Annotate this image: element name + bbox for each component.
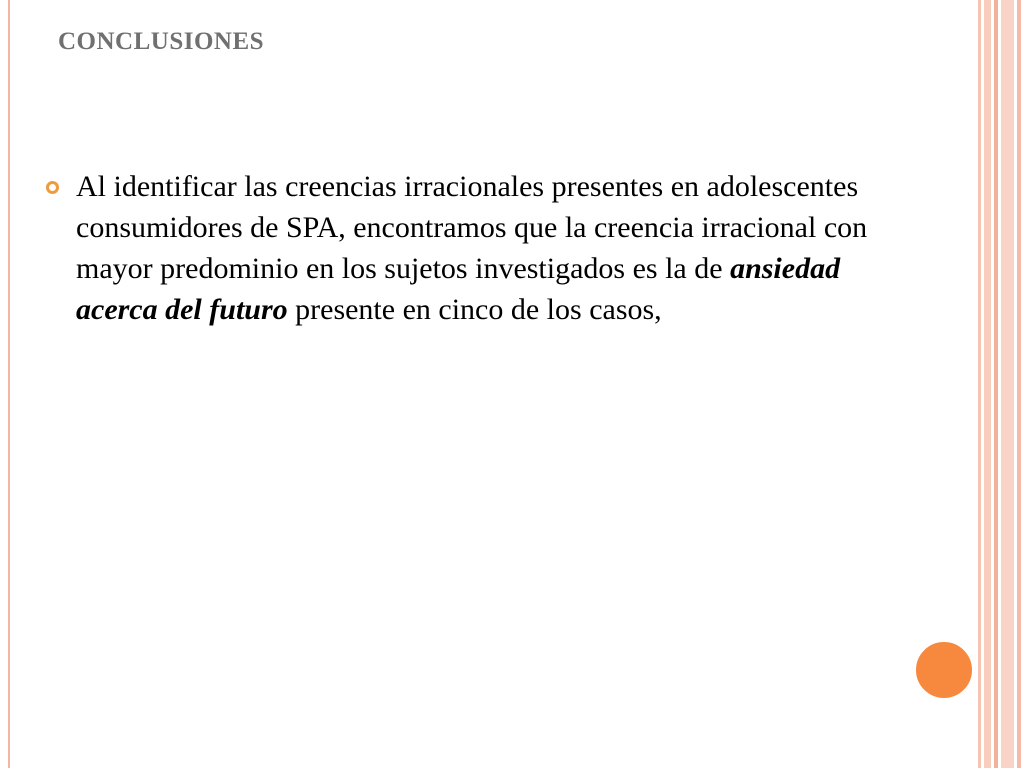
decorative-orange-circle (914, 640, 974, 700)
bullet-item (46, 166, 926, 330)
bullet-text-after: presente en cinco de los casos, (287, 293, 662, 326)
bullet-text (76, 166, 926, 330)
slide-title: CONCLUSIONES (58, 28, 265, 55)
bullet-text-before: Al identificar las creencias irracionales presentes en adolescentes consumidores de SPA, encontramos que la creencia irracional con mayor predominio en los sujetos investigados es la de (76, 170, 868, 285)
stripe (1017, 0, 1021, 768)
bullet-emphasis: ansiedad acerca del futuro (76, 252, 841, 326)
stripe (994, 0, 998, 768)
stripe (1001, 0, 1014, 768)
circle-outline-icon (46, 181, 59, 194)
bullet-list (46, 166, 926, 330)
right-decorative-stripes (978, 0, 1024, 768)
stripe (978, 0, 981, 768)
stripe (984, 0, 991, 768)
left-border-line (8, 0, 10, 768)
